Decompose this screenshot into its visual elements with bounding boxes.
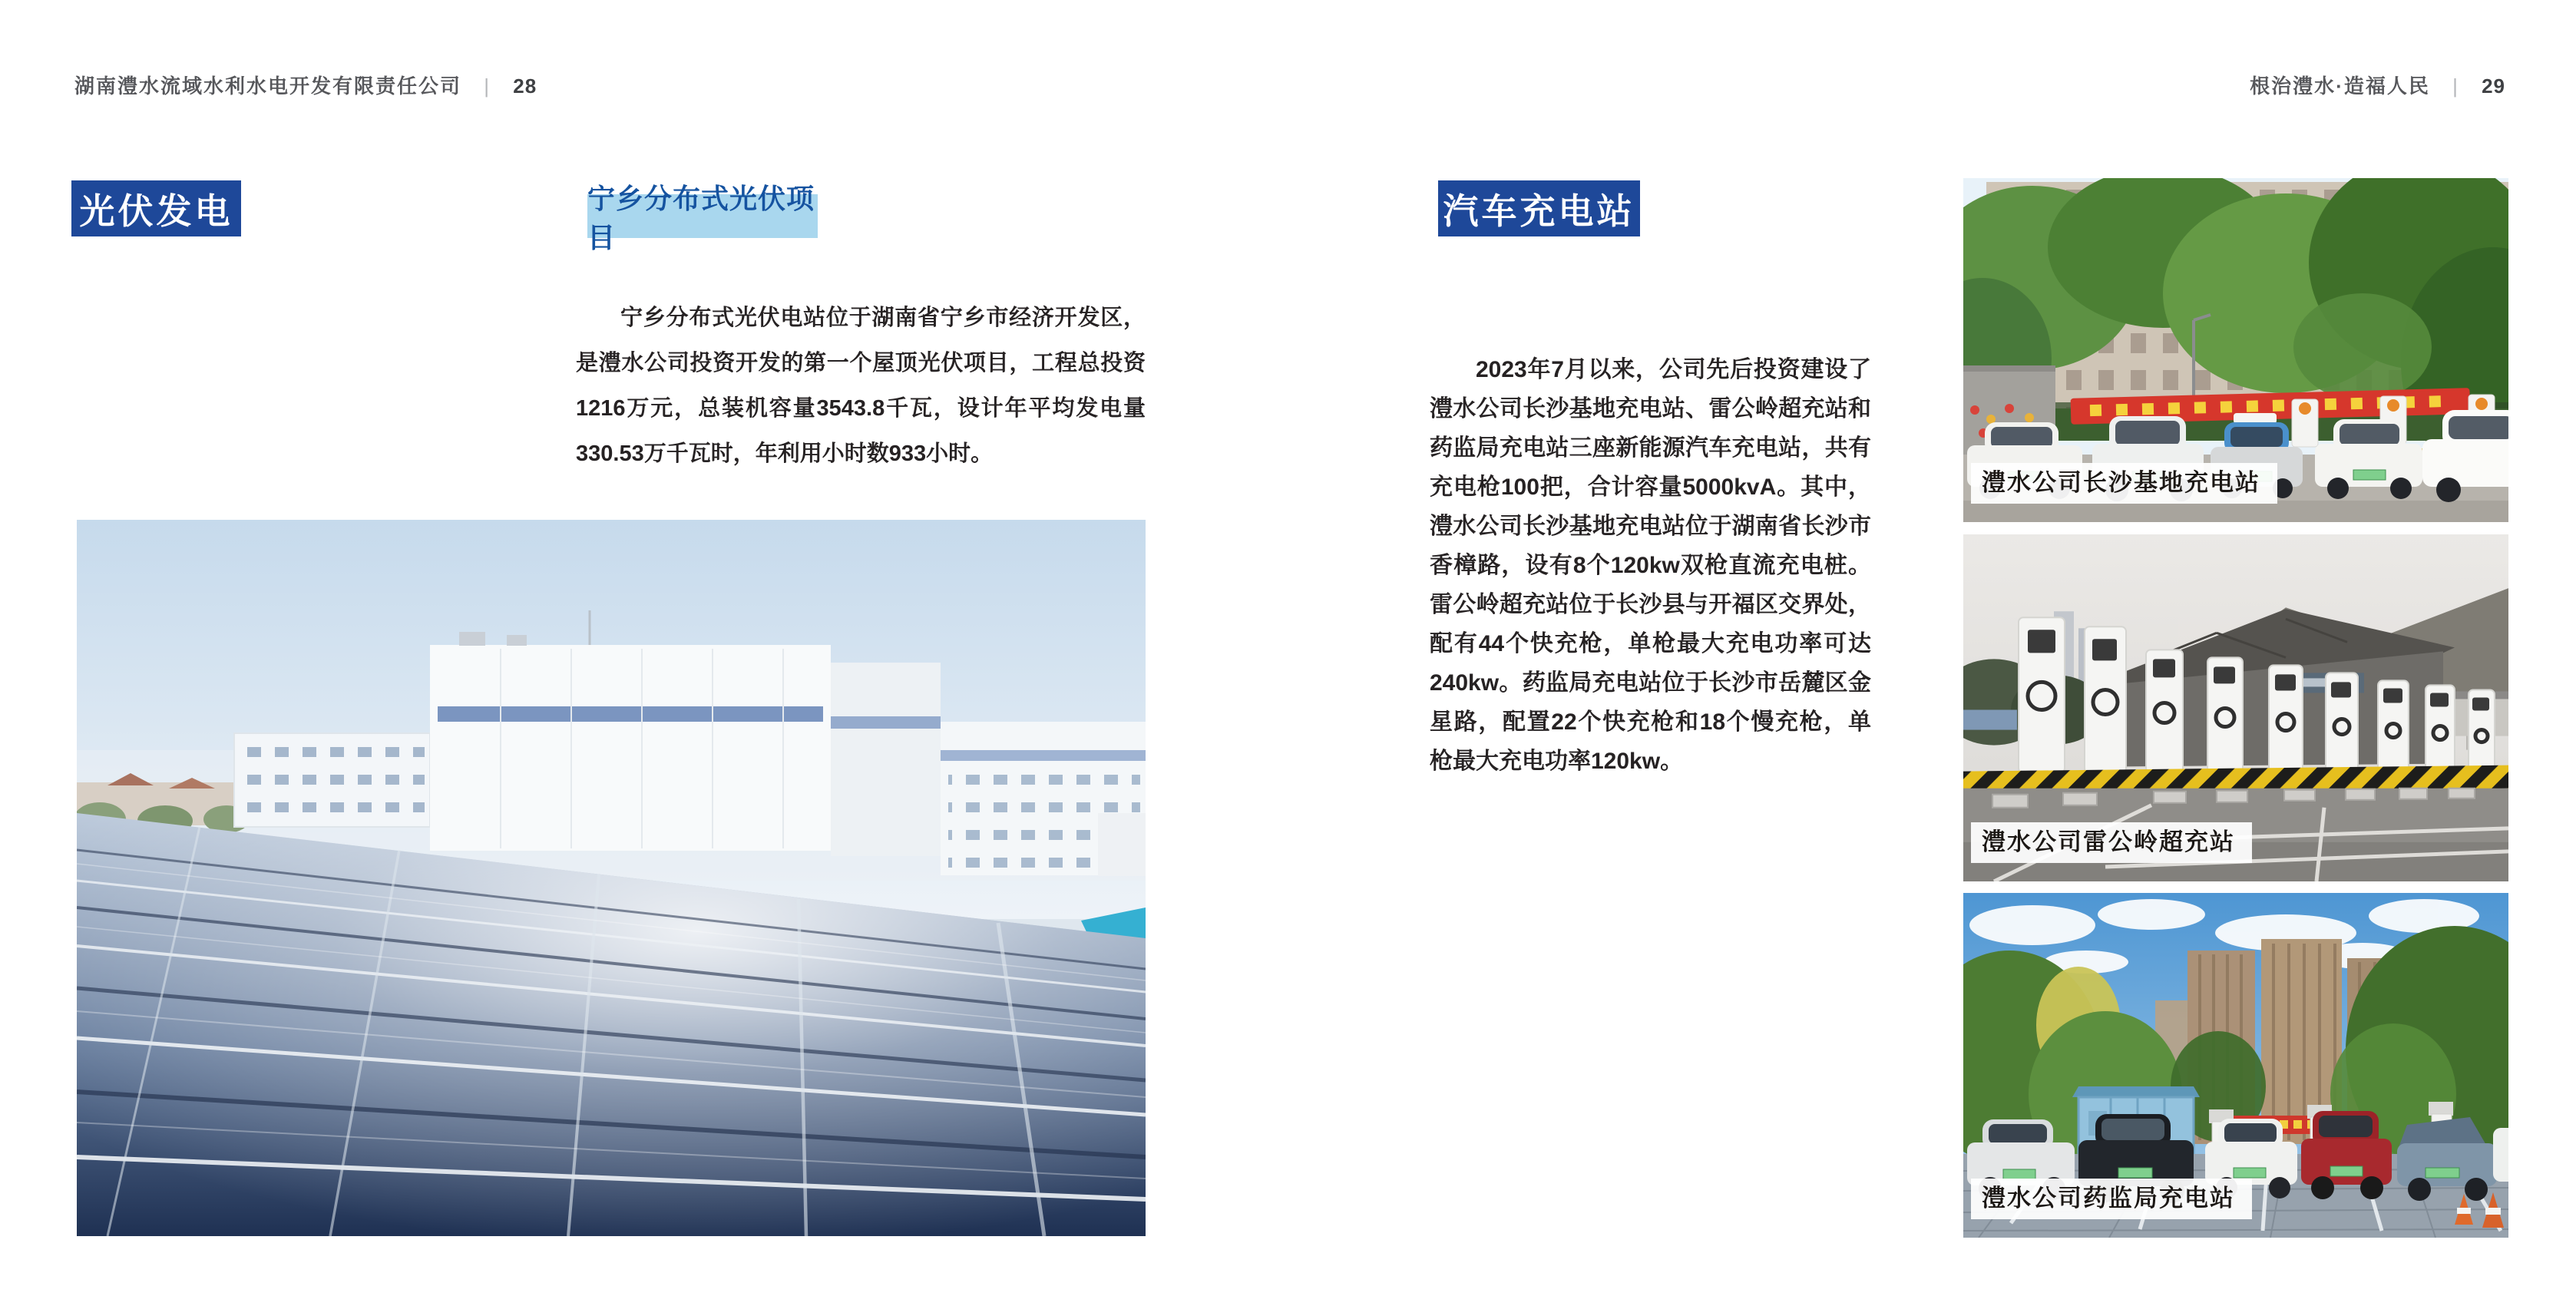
header-separator: | (484, 74, 491, 98)
slogan: 根治澧水·造福人民 (2250, 74, 2430, 98)
car-white-partial (2493, 1128, 2508, 1182)
yaojianju-station-photo (1963, 893, 2508, 1238)
company-name: 湖南澧水流域水利水电开发有限责任公司 (74, 74, 462, 98)
rooftop-solar-photo (77, 520, 1146, 1236)
photo-caption: 澧水公司药监局充电站 (1971, 1179, 2252, 1219)
section-title-charging: 汽车充电站 (1438, 180, 1640, 236)
rooftop-solar-illustration (77, 520, 1146, 1236)
photo-caption: 澧水公司长沙基地充电站 (1971, 463, 2277, 504)
header-separator: | (2452, 74, 2459, 98)
charging-paragraph: 2023年7月以来，公司先后投资建设了澧水公司长沙基地充电站、雷公岭超充站和药监局充电站三座新能源汽车充电站，共有充电枪100把，合计容量5000kvA。其中，澧水公司长沙基地充电站位于湖南省长沙市香樟路，设有8个120kw双枪直流充电桩。雷公岭超充站位于长沙县与开福区交界处，配有44个快充枪，单枪最大充电功率可达240kw。药监局充电站位于长沙市岳麓区金星路，配置22个快充枪和18个慢充枪，单枪最大充电功率120kw。 (1430, 357, 1871, 774)
right-page-number: 29 (2482, 74, 2505, 98)
project-tag-ningxiang: 宁乡分布式光伏项目 (587, 194, 818, 238)
leigongling-station-photo (1963, 534, 2508, 881)
changsha-base-station-photo (1963, 178, 2508, 522)
photovoltaic-paragraph: 宁乡分布式光伏电站位于湖南省宁乡市经济开发区，是澧水公司投资开发的第一个屋顶光伏项目，工程总投资1216万元，总装机容量3543.8千瓦，设计年平均发电量330.53万千瓦时，年利用小时数933小时。 (576, 306, 1146, 466)
section-title-photovoltaic: 光伏发电 (71, 180, 241, 236)
right-running-head (2250, 71, 2505, 99)
photo-caption: 澧水公司雷公岭超充站 (1971, 822, 2252, 863)
left-page-number: 28 (513, 74, 537, 98)
left-running-head (74, 71, 537, 99)
